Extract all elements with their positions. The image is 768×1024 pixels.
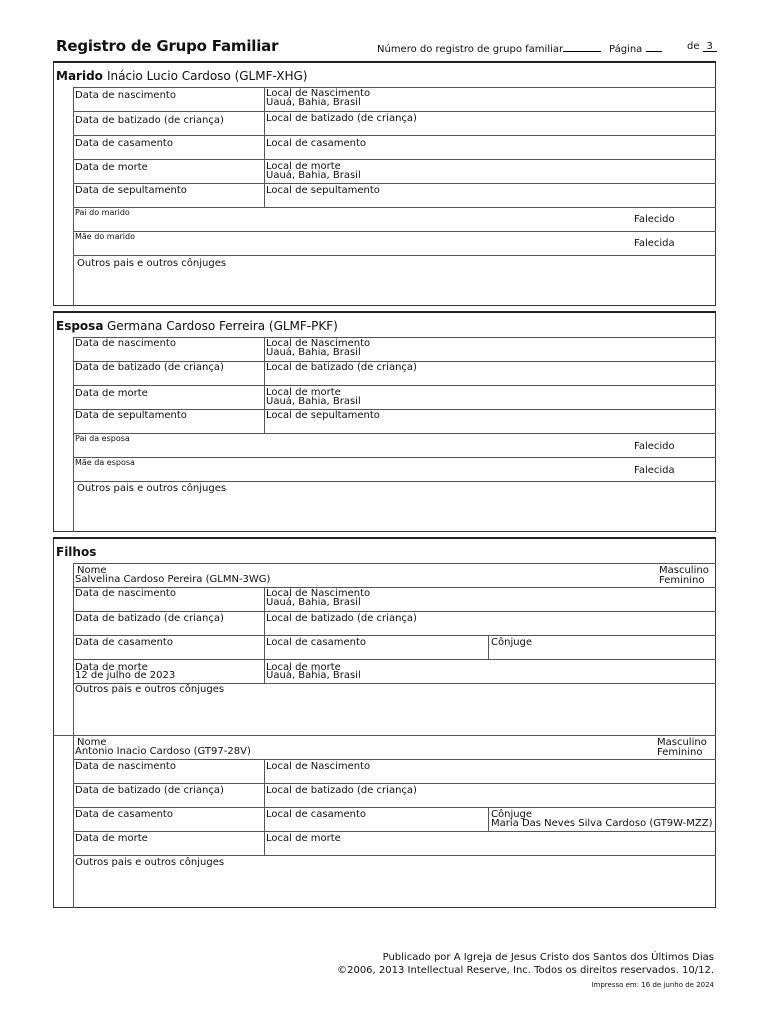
child-2-death-date-label: Data de morte xyxy=(75,833,148,844)
child-1-name-label: Nome xyxy=(77,565,107,576)
husband-burial-place-label: Local de sepultamento xyxy=(266,185,380,196)
wife-death-place-label: Local de morte xyxy=(266,387,341,398)
child-2-marriage-place-label: Local de casamento xyxy=(266,809,367,820)
wife-burial-place-label: Local de sepultamento xyxy=(266,410,380,421)
wife-section-label: Esposa xyxy=(56,319,104,333)
husband-death-place: Uauá, Bahia, Brasil xyxy=(266,170,361,181)
footer-publisher: Publicado por A Igreja de Jesus Cristo dos Santos dos Últimos Dias xyxy=(382,952,714,963)
child-1-baptism-place-label: Local de batizado (de criança) xyxy=(266,613,417,624)
wife-mother-status: Falecida xyxy=(634,465,675,476)
page-label: Página xyxy=(609,44,643,55)
wife-section xyxy=(53,312,716,532)
wife-birth-date-label: Data de nascimento xyxy=(75,338,176,349)
husband-mother-status: Falecida xyxy=(634,238,675,249)
child-1-birth-place-label: Local de Nascimento xyxy=(266,588,371,599)
child-1-marriage-place-label: Local de casamento xyxy=(266,637,367,648)
record-number-blank xyxy=(563,41,601,52)
of-label: de xyxy=(687,41,700,52)
wife-other-label: Outros pais e outros cônjuges xyxy=(77,483,227,494)
record-number-label: Número do registro de grupo familiar xyxy=(377,44,564,55)
wife-baptism-place-label: Local de batizado (de criança) xyxy=(266,362,417,373)
husband-burial-date-label: Data de sepultamento xyxy=(75,185,187,196)
wife-father-label: Pai da esposa xyxy=(75,434,130,443)
page-number-field xyxy=(609,41,662,55)
husband-other-label: Outros pais e outros cônjuges xyxy=(77,258,227,269)
wife-father-status: Falecido xyxy=(634,441,675,452)
child-1-male-label: Masculino xyxy=(659,565,709,576)
wife-death-place: Uauá, Bahia, Brasil xyxy=(266,396,361,407)
child-2-spouse: Maria Das Neves Silva Cardoso (GT9W-MZZ) xyxy=(491,818,713,829)
child-1-death-place: Uauá, Bahia, Brasil xyxy=(266,670,361,681)
child-2-female-label: Feminino xyxy=(657,747,703,758)
child-2-male-label: Masculino xyxy=(657,737,707,748)
child-1-name: Salvelina Cardoso Pereira (GLMN-3WG) xyxy=(75,574,271,585)
child-1-death-place-label: Local de morte xyxy=(266,662,341,673)
husband-father-label: Pai do marido xyxy=(75,208,130,217)
wife-birth-place-label: Local de Nascimento xyxy=(266,338,371,349)
children-section xyxy=(53,538,716,908)
page-number-blank xyxy=(646,41,662,52)
footer-copyright: ©2006, 2013 Intellectual Reserve, Inc. Todos os direitos reservados. 10/12. xyxy=(337,965,714,976)
child-2-baptism-date-label: Data de batizado (de criança) xyxy=(75,785,224,796)
husband-name: Inácio Lucio Cardoso (GLMF-XHG) xyxy=(107,69,308,83)
husband-marriage-place-label: Local de casamento xyxy=(266,138,367,149)
child-1-baptism-date-label: Data de batizado (de criança) xyxy=(75,613,224,624)
child-2-name: Antonio Inacio Cardoso (GT97-28V) xyxy=(75,746,251,757)
page-title: Registro de Grupo Familiar xyxy=(56,37,279,55)
page-total-field xyxy=(687,41,717,52)
record-number-field xyxy=(377,41,601,55)
husband-father-status: Falecido xyxy=(634,214,675,225)
husband-mother-label: Mãe do marido xyxy=(75,232,135,241)
child-2-spouse-label: Cônjuge xyxy=(491,809,533,820)
child-2-birth-place-label: Local de Nascimento xyxy=(266,761,371,772)
child-2-baptism-place-label: Local de batizado (de criança) xyxy=(266,785,417,796)
footer-printed-date: Impresso em: 16 de junho de 2024 xyxy=(591,981,714,989)
wife-burial-date-label: Data de sepultamento xyxy=(75,410,187,421)
child-1-marriage-date-label: Data de casamento xyxy=(75,637,173,648)
child-2-death-place-label: Local de morte xyxy=(266,833,341,844)
child-1-death-date: 12 de julho de 2023 xyxy=(75,670,176,681)
child-2-name-label: Nome xyxy=(77,737,107,748)
child-1-spouse-label: Cônjuge xyxy=(491,637,533,648)
page-total-value: 3 xyxy=(703,41,717,52)
child-1-birth-place: Uauá, Bahia, Brasil xyxy=(266,597,361,608)
wife-death-date-label: Data de morte xyxy=(75,388,148,399)
husband-section-label: Marido xyxy=(56,69,103,83)
husband-death-place-label: Local de morte xyxy=(266,161,341,172)
wife-mother-label: Mãe da esposa xyxy=(75,458,135,467)
children-section-label: Filhos xyxy=(56,545,97,559)
wife-baptism-date-label: Data de batizado (de criança) xyxy=(75,362,224,373)
husband-birth-date-label: Data de nascimento xyxy=(75,90,176,101)
husband-birth-place: Uauá, Bahia, Brasil xyxy=(266,97,361,108)
child-1-other-label: Outros pais e outros cônjuges xyxy=(75,684,225,695)
husband-baptism-date-label: Data de batizado (de criança) xyxy=(75,115,224,126)
husband-birth-place-label: Local de Nascimento xyxy=(266,88,371,99)
wife-birth-place: Uauá, Bahia, Brasil xyxy=(266,347,361,358)
child-1-birth-date-label: Data de nascimento xyxy=(75,588,176,599)
child-2-marriage-date-label: Data de casamento xyxy=(75,809,173,820)
husband-baptism-place-label: Local de batizado (de criança) xyxy=(266,113,417,124)
husband-section xyxy=(53,62,716,306)
child-2-other-label: Outros pais e outros cônjuges xyxy=(75,857,225,868)
husband-death-date-label: Data de morte xyxy=(75,162,148,173)
child-1-female-label: Feminino xyxy=(659,575,705,586)
husband-marriage-date-label: Data de casamento xyxy=(75,138,173,149)
child-1-death-date-label: Data de morte xyxy=(75,662,148,673)
child-2-birth-date-label: Data de nascimento xyxy=(75,761,176,772)
wife-name: Germana Cardoso Ferreira (GLMF-PKF) xyxy=(107,319,338,333)
